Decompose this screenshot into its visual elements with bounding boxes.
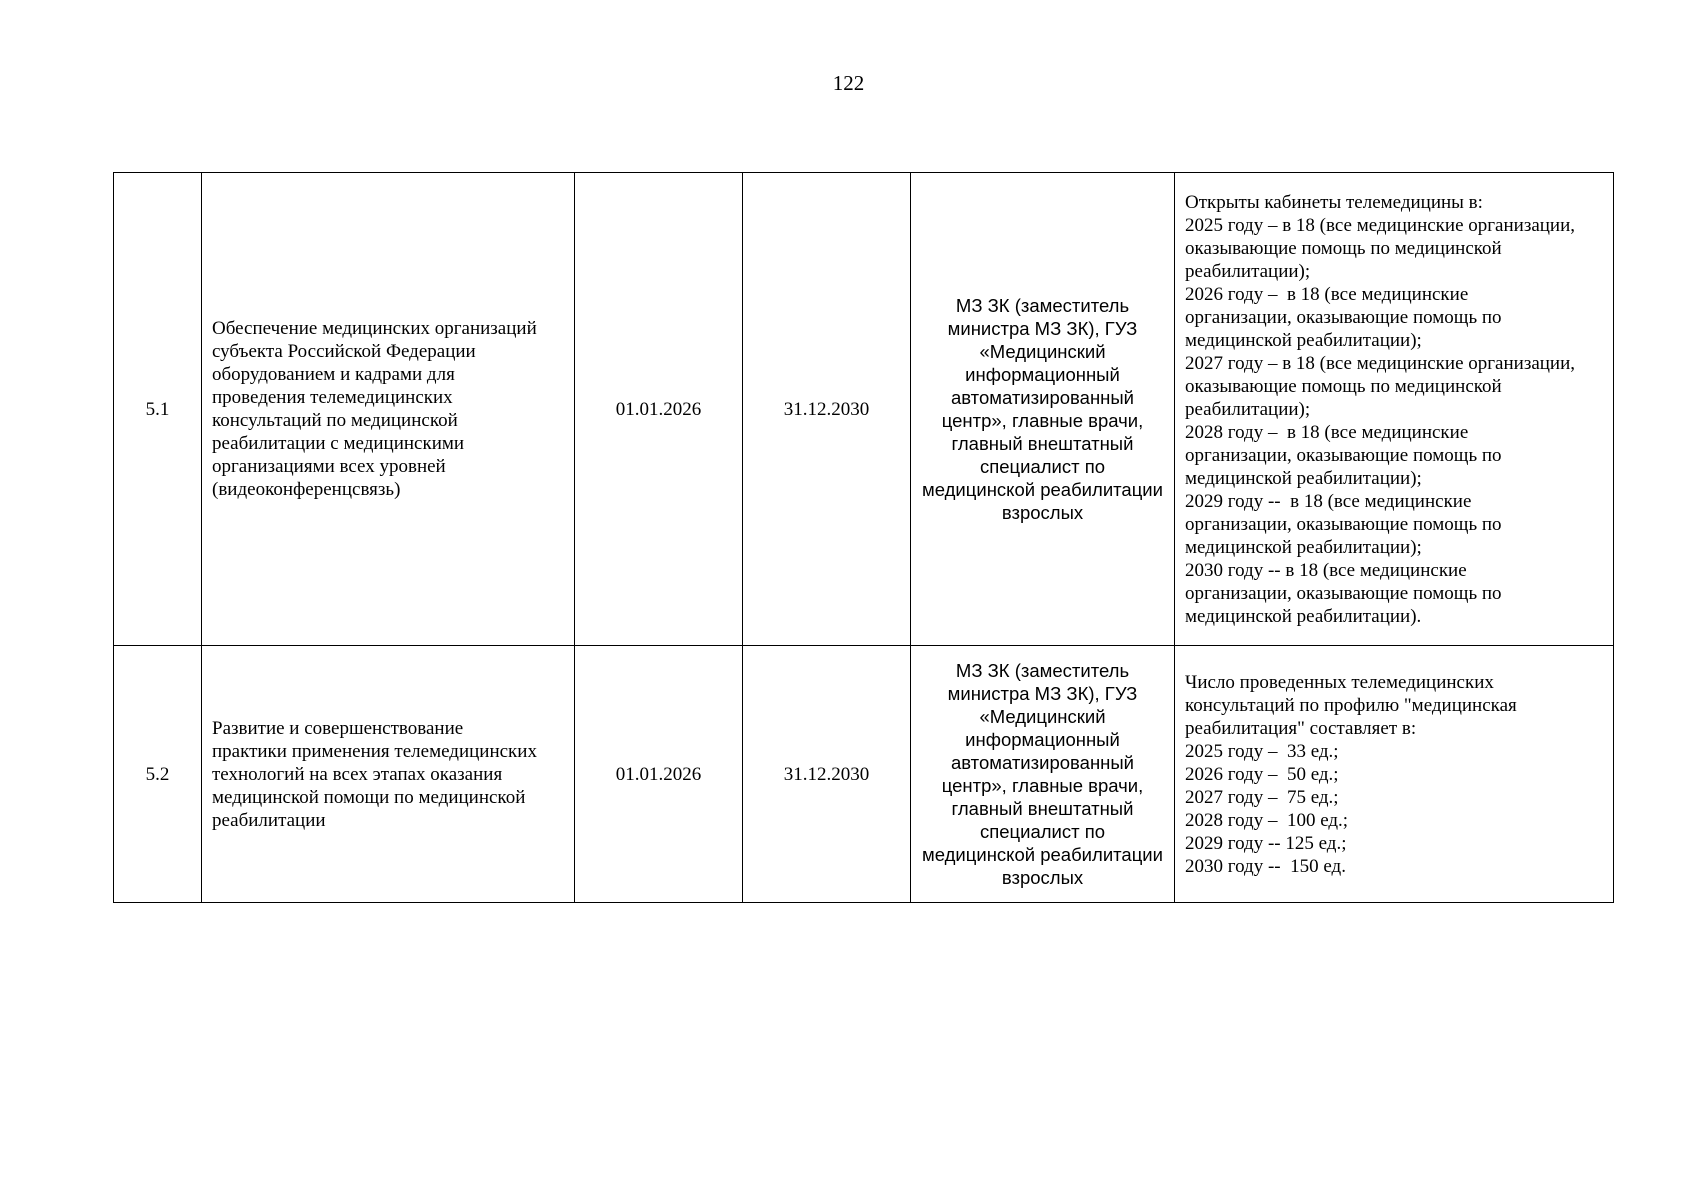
responsible-line: МЗ ЗК (заместитель <box>955 660 1130 681</box>
activity-name-line: организациями всех уровней <box>212 456 446 477</box>
result-line: 2028 году – в 18 (все медицинские <box>1185 421 1469 443</box>
result-line: медицинской реабилитации). <box>1185 605 1422 627</box>
activity-name-line: (видеоконференцсвязь) <box>212 479 401 500</box>
responsible-line: медицинской реабилитации <box>922 479 1163 500</box>
responsible-executor <box>911 646 1175 903</box>
end-date: 31.12.2030 <box>743 173 911 646</box>
responsible-line: взрослых <box>1001 867 1084 888</box>
result-line: организации, оказывающие помощь по <box>1185 582 1502 604</box>
result-line: Открыты кабинеты телемедицины в: <box>1185 191 1483 213</box>
responsible-line: специалист по <box>979 456 1106 477</box>
activity-name-line: Развитие и совершенствование <box>212 717 464 739</box>
result-line: Число проведенных телемедицинских <box>1185 671 1494 693</box>
activity-name-line: медицинской помощи по медицинской <box>212 786 526 808</box>
expected-result <box>1175 173 1614 646</box>
result-line: реабилитация" составляет в: <box>1185 717 1417 739</box>
item-number: 5.1 <box>114 173 202 646</box>
activity-name-line: проведения телемедицинских <box>212 387 453 408</box>
activity-name <box>202 646 575 903</box>
result-line: 2026 году – в 18 (все медицинские <box>1185 283 1469 305</box>
responsible-line: информационный <box>965 729 1120 750</box>
result-line: 2027 году – 75 ед.; <box>1185 786 1339 808</box>
start-date: 01.01.2026 <box>575 646 743 903</box>
activity-name-line: Обеспечение медицинских организаций <box>212 318 537 339</box>
responsible-line: центр», главные врачи, <box>941 410 1144 431</box>
result-line: оказывающие помощь по медицинской <box>1185 237 1502 259</box>
result-line: медицинской реабилитации); <box>1185 329 1422 351</box>
responsible-line: информационный <box>965 364 1120 385</box>
responsible-line: министра МЗ ЗК), ГУЗ <box>947 318 1138 339</box>
activity-name-line: практики применения телемедицинских <box>212 740 537 762</box>
responsible-line: «Медицинский <box>979 341 1106 362</box>
table-row <box>114 173 1614 646</box>
result-line: 2029 году -- в 18 (все медицинские <box>1185 490 1472 512</box>
result-line: консультаций по профилю "медицинская <box>1185 694 1517 716</box>
start-date: 01.01.2026 <box>575 173 743 646</box>
end-date: 31.12.2030 <box>743 646 911 903</box>
responsible-line: медицинской реабилитации <box>922 844 1163 865</box>
result-line: 2029 году -- 125 ед.; <box>1185 832 1347 854</box>
responsible-line: взрослых <box>1001 502 1084 523</box>
activity-name-line: субъекта Российской Федерации <box>212 341 476 362</box>
responsible-line: главный внештатный <box>951 433 1134 454</box>
result-line: 2030 году -- в 18 (все медицинские <box>1185 559 1467 581</box>
expected-result <box>1175 646 1614 903</box>
responsible-line: автоматизированный <box>950 387 1135 408</box>
activity-name-line: реабилитации <box>212 809 326 831</box>
activity-name-line: консультаций по медицинской <box>212 410 458 431</box>
responsible-line: центр», главные врачи, <box>941 775 1144 796</box>
result-line: 2028 году – 100 ед.; <box>1185 809 1349 831</box>
result-line: 2025 году – 33 ед.; <box>1185 740 1339 762</box>
table-row <box>114 646 1614 903</box>
responsible-line: «Медицинский <box>979 706 1106 727</box>
activities-table <box>113 172 1614 903</box>
result-line: реабилитации); <box>1185 398 1311 420</box>
result-line: оказывающие помощь по медицинской <box>1185 375 1502 397</box>
result-line: организации, оказывающие помощь по <box>1185 306 1502 328</box>
activity-name <box>202 173 575 646</box>
responsible-line: специалист по <box>979 821 1106 842</box>
page-number: 122 <box>832 71 865 95</box>
result-line: 2027 году – в 18 (все медицинские организации, <box>1185 352 1576 374</box>
result-line: медицинской реабилитации); <box>1185 467 1422 489</box>
activity-name-line: оборудованием и кадрами для <box>212 364 455 385</box>
result-line: организации, оказывающие помощь по <box>1185 444 1502 466</box>
result-line: 2026 году – 50 ед.; <box>1185 763 1339 785</box>
item-number: 5.2 <box>114 646 202 903</box>
responsible-line: МЗ ЗК (заместитель <box>955 295 1130 316</box>
responsible-line: министра МЗ ЗК), ГУЗ <box>947 683 1138 704</box>
result-line: 2030 году -- 150 ед. <box>1185 855 1346 877</box>
responsible-line: автоматизированный <box>950 752 1135 773</box>
result-line: медицинской реабилитации); <box>1185 536 1422 558</box>
responsible-executor <box>911 173 1175 646</box>
result-line: 2025 году – в 18 (все медицинские организации, <box>1185 214 1576 236</box>
activity-name-line: технологий на всех этапах оказания <box>212 763 503 785</box>
responsible-line: главный внештатный <box>951 798 1134 819</box>
result-line: реабилитации); <box>1185 260 1311 282</box>
result-line: организации, оказывающие помощь по <box>1185 513 1502 535</box>
activity-name-line: реабилитации с медицинскими <box>212 433 465 454</box>
